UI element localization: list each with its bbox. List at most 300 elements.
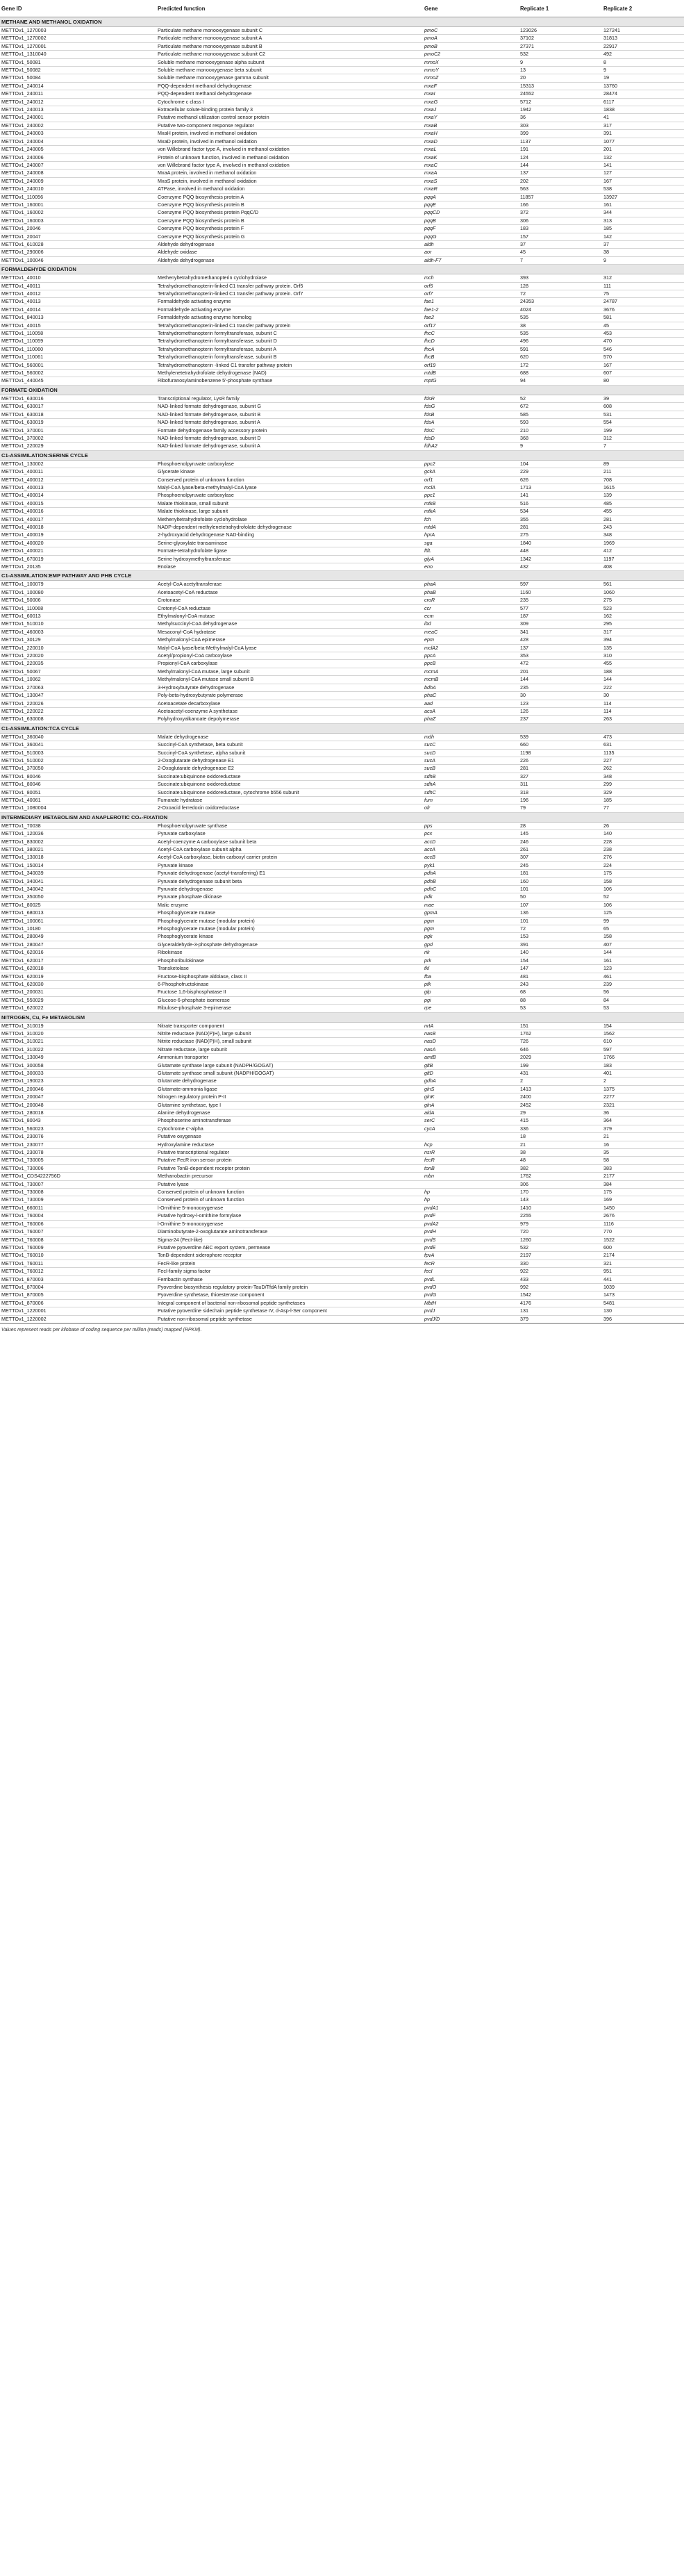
gene-id-cell: METTOv1_100079 [0,581,156,588]
table-row [0,460,684,468]
gene-id-cell: METTOv1_240011 [0,90,156,98]
replicate-1-cell: 726 [519,1038,602,1046]
table-row [0,636,684,644]
gene-cell: gltD [423,1069,519,1077]
replicate-2-cell: 243 [602,523,684,531]
table-row [0,361,684,369]
gene-id-cell: METTOv1_360041 [0,741,156,749]
gene-id-cell: METTOv1_190023 [0,1078,156,1085]
table-row [0,838,684,845]
gene-cell: mbn [423,1173,519,1180]
header-replicate-1: Replicate 1 [519,0,602,17]
section-header-row [0,571,684,581]
gene-id-cell: METTOv1_20047 [0,233,156,240]
gene-id-cell: METTOv1_310022 [0,1046,156,1053]
replicate-2-cell: 597 [602,1046,684,1053]
function-cell: Nitrate reductase, large subunit [156,1046,423,1053]
gene-id-cell: METTOv1_240010 [0,185,156,193]
replicate-2-cell: 3676 [602,306,684,313]
gene-cell: accB [423,854,519,861]
replicate-1-cell: 37 [519,240,602,248]
gene-id-cell: METTOv1_340039 [0,870,156,877]
function-cell: Particulate methane monooxygenase subunit C [156,27,423,35]
table-row [0,1093,684,1101]
replicate-1-cell: 318 [519,789,602,796]
function-cell: Phosphoglycerate mutase [156,909,423,917]
gene-cell: pgk [423,933,519,941]
replicate-1-cell: 196 [519,796,602,804]
replicate-1-cell: 516 [519,499,602,507]
gene-id-cell: METTOv1_870004 [0,1283,156,1291]
replicate-2-cell: 364 [602,1117,684,1125]
gene-cell: pvdA1 [423,1204,519,1212]
replicate-2-cell: 329 [602,789,684,796]
replicate-1-cell: 235 [519,597,602,604]
replicate-2-cell: 2174 [602,1252,684,1260]
replicate-1-cell: 160 [519,877,602,885]
section-title: FORMALDEHYDE OXIDATION [0,265,684,274]
gene-cell: phaC [423,692,519,700]
gene-id-cell: METTOv1_760009 [0,1244,156,1251]
table-row [0,684,684,691]
gene-cell [423,1180,519,1188]
replicate-2-cell: 379 [602,1125,684,1132]
section-header-row [0,723,684,733]
gene-id-cell: METTOv1_50082 [0,67,156,74]
function-cell: Formate dehydrogenase family accessory protein [156,427,423,434]
replicate-2-cell: 1197 [602,555,684,563]
replicate-2-cell: 13760 [602,82,684,90]
replicate-2-cell: 89 [602,460,684,468]
function-cell: Succinyl-CoA synthetase, beta subunit [156,741,423,749]
replicate-2-cell: 317 [602,122,684,129]
gene-cell: ppc1 [423,492,519,499]
gene-cell: gdhA [423,1078,519,1085]
function-cell: Glutamate dehydrogenase [156,1078,423,1085]
table-row [0,1078,684,1085]
gene-id-cell: METTOv1_230077 [0,1141,156,1148]
table-row [0,1141,684,1148]
gene-id-cell: METTOv1_20135 [0,563,156,571]
replicate-1-cell: 532 [519,1244,602,1251]
gene-cell: orf19 [423,361,519,369]
table-row [0,67,684,74]
gene-id-cell: METTOv1_630018 [0,411,156,418]
gene-cell: mxaA [423,170,519,177]
replicate-1-cell: 532 [519,51,602,58]
replicate-1-cell: 534 [519,508,602,515]
replicate-1-cell: 415 [519,1117,602,1125]
gene-id-cell: METTOv1_200031 [0,989,156,996]
gene-cell: pvdF [423,1212,519,1220]
gene-id-cell: METTOv1_400012 [0,476,156,484]
function-cell: Tetrahydromethanopterin formyltransferase, subunit A [156,345,423,353]
gene-cell: mmoZ [423,74,519,82]
replicate-1-cell: 128 [519,282,602,290]
function-cell: Phosphoribulokinase [156,957,423,964]
replicate-2-cell: 39 [602,395,684,402]
replicate-1-cell: 432 [519,563,602,571]
replicate-1-cell: 1160 [519,588,602,596]
table-row [0,846,684,854]
replicate-2-cell: 99 [602,917,684,925]
gene-cell: mtdA [423,523,519,531]
table-row [0,996,684,1004]
gene-cell: mmoY [423,67,519,74]
gene-id-cell: METTOv1_310021 [0,1038,156,1046]
gene-cell: meaC [423,628,519,636]
function-cell: l-Ornithine 5-monooxygenase [156,1220,423,1228]
replicate-2-cell: 144 [602,676,684,684]
replicate-2-cell: 348 [602,773,684,780]
table-row [0,965,684,973]
gene-cell: fecI [423,1268,519,1275]
function-cell: Methanobactin precursor [156,1173,423,1180]
function-cell: Coenzyme PQQ biosynthesis protein B [156,217,423,224]
table-row [0,741,684,749]
gene-cell: mxaB [423,122,519,129]
gene-cell: ppc2 [423,460,519,468]
replicate-1-cell: 154 [519,957,602,964]
function-cell: Acetyl-CoA carboxylase, biotin carboxyl carrier protein [156,854,423,861]
gene-id-cell: METTOv1_40014 [0,306,156,313]
replicate-1-cell: 1840 [519,539,602,547]
gene-cell: gltB [423,1062,519,1069]
gene-cell: pgi [423,996,519,1004]
replicate-1-cell: 481 [519,973,602,980]
replicate-2-cell: 295 [602,620,684,628]
replicate-2-cell: 36 [602,1109,684,1117]
function-cell: Nitrite reductase (NAD(P)H), small subunit [156,1038,423,1046]
function-cell: Succinate:ubiquinone oxidoreductase [156,781,423,789]
function-cell: Acetoacetate decarboxylase [156,700,423,707]
function-cell: NAD-linked formate dehydrogenase, subunit D [156,434,423,442]
replicate-1-cell: 431 [519,1069,602,1077]
gene-cell: fecR [423,1157,519,1164]
replicate-1-cell: 36 [519,114,602,122]
replicate-2-cell: 30 [602,692,684,700]
gene-id-cell: METTOv1_240013 [0,106,156,114]
replicate-1-cell: 303 [519,122,602,129]
function-cell: Malic enzyme [156,901,423,909]
table-row [0,345,684,353]
gene-cell: pdk [423,893,519,901]
replicate-1-cell: 372 [519,209,602,217]
gene-cell: ofr [423,804,519,812]
replicate-2-cell: 188 [602,668,684,675]
gene-cell: mcmB [423,676,519,684]
table-row [0,492,684,499]
function-cell: Formaldehyde activating enzyme homolog [156,314,423,322]
replicate-2-cell: 77 [602,804,684,812]
replicate-2-cell: 344 [602,209,684,217]
table-row [0,256,684,264]
table-row [0,989,684,996]
gene-id-cell: METTOv1_100046 [0,256,156,264]
replicate-2-cell: 384 [602,1180,684,1188]
function-cell: Formaldehyde activating enzyme [156,306,423,313]
table-row [0,1260,684,1267]
gene-id-cell: METTOv1_620017 [0,957,156,964]
gene-id-cell: METTOv1_630017 [0,403,156,411]
gene-cell: glp [423,989,519,996]
gene-cell: mxaR [423,185,519,193]
replicate-2-cell: 167 [602,177,684,185]
function-cell: Formate-tetrahydrofolate ligase [156,547,423,555]
replicate-2-cell: 158 [602,933,684,941]
replicate-2-cell: 312 [602,434,684,442]
replicate-2-cell: 383 [602,1164,684,1172]
gene-cell: fae1-2 [423,306,519,313]
gene-cell: ppcA [423,652,519,660]
gene-cell: fdsA [423,419,519,427]
function-cell: Pyruvate kinase [156,861,423,869]
table-row [0,1133,684,1141]
table-row [0,973,684,980]
gene-cell: phaB [423,588,519,596]
replicate-2-cell: 470 [602,338,684,345]
replicate-2-cell: 396 [602,1315,684,1323]
replicate-2-cell: 1039 [602,1283,684,1291]
table-row [0,980,684,988]
replicate-1-cell: 202 [519,177,602,185]
replicate-2-cell: 35 [602,1149,684,1157]
gene-cell: glnK [423,1093,519,1101]
table-row [0,765,684,773]
gene-id-cell: METTOv1_730006 [0,1164,156,1172]
table-row [0,35,684,42]
function-cell: Glutamate-ammonia ligase [156,1085,423,1093]
gene-id-cell: METTOv1_220026 [0,700,156,707]
function-cell: Putative hydroxy-l-ornithine formylase [156,1212,423,1220]
table-row [0,563,684,571]
function-cell: Tetrahydromethanopterin -linked C1 transfer pathway protein [156,361,423,369]
function-cell: Aldehyde oxidase [156,249,423,256]
gene-id-cell: METTOv1_510003 [0,749,156,757]
replicate-2-cell: 770 [602,1228,684,1236]
replicate-1-cell: 1762 [519,1030,602,1037]
function-cell: von Willebrand factor type A, involved in methanol oxidation [156,161,423,169]
table-row [0,1085,684,1093]
table-row [0,830,684,838]
table-row [0,1299,684,1307]
table-row [0,773,684,780]
gene-id-cell: METTOv1_280018 [0,1109,156,1117]
table-row [0,42,684,50]
gene-id-cell: METTOv1_400011 [0,468,156,476]
section-title: NITROGEN, Cu, Fe METABOLISM [0,1012,684,1022]
gene-id-cell: METTOv1_130049 [0,1054,156,1062]
replicate-1-cell: 151 [519,1022,602,1030]
gene-cell: hcp [423,1141,519,1148]
function-cell: Fumarate hydratase [156,796,423,804]
table-row [0,581,684,588]
gene-id-cell: METTOv1_230076 [0,1133,156,1141]
table-row [0,106,684,114]
function-cell: Pyruvate dehydrogenase [156,886,423,893]
gene-id-cell: METTOv1_300033 [0,1069,156,1077]
replicate-1-cell: 2197 [519,1252,602,1260]
replicate-1-cell: 9 [519,443,602,450]
replicate-2-cell: 9 [602,256,684,264]
gene-id-cell: METTOv1_660011 [0,1204,156,1212]
gene-cell: pvdO [423,1283,519,1291]
gene-cell: fba [423,973,519,980]
replicate-1-cell: 382 [519,1164,602,1172]
section-title: C1-ASSIMILATION:SERINE CYCLE [0,450,684,460]
function-cell: Coenzyme PQQ biosynthesis protein A [156,193,423,201]
function-cell: Tetrahydromethanopterin-linked C1 transfer pathway protein [156,322,423,329]
function-cell: Tetrahydromethanopterin formyltransferase, subunit D [156,338,423,345]
gene-cell: hp [423,1196,519,1204]
table-header [0,0,684,17]
table-row [0,707,684,715]
function-cell: Conserved protein of unknown function [156,476,423,484]
gene-cell: mtdB [423,370,519,377]
replicate-1-cell: 1713 [519,484,602,491]
table-row [0,1315,684,1323]
gene-id-cell: METTOv1_400016 [0,508,156,515]
function-cell: Tetrahydromethanopterin formyltransferase, subunit C [156,330,423,338]
replicate-1-cell: 199 [519,1062,602,1069]
table-row [0,434,684,442]
function-cell: Formaldehyde activating enzyme [156,298,423,306]
replicate-1-cell: 166 [519,201,602,208]
gene-id-cell: METTOv1_10062 [0,676,156,684]
replicate-1-cell: 124 [519,154,602,161]
gene-id-cell: METTOv1_270063 [0,684,156,691]
table-row [0,909,684,917]
replicate-2-cell: 600 [602,1244,684,1251]
replicate-1-cell: 243 [519,980,602,988]
gene-id-cell: METTOv1_50006 [0,597,156,604]
function-cell: Fructose 1,6-bisphosphatase II [156,989,423,996]
replicate-1-cell: 2255 [519,1212,602,1220]
section-header-row [0,812,684,822]
replicate-2-cell: 106 [602,901,684,909]
gene-cell: mcmA [423,668,519,675]
replicate-2-cell: 7 [602,443,684,450]
gene-id-cell: METTOv1_730009 [0,1196,156,1204]
replicate-1-cell: 433 [519,1275,602,1283]
gene-cell: pps [423,822,519,829]
replicate-2-cell: 391 [602,130,684,138]
table-row [0,74,684,82]
replicate-2-cell: 114 [602,700,684,707]
replicate-1-cell: 4024 [519,306,602,313]
gene-id-cell: METTOv1_110061 [0,354,156,361]
replicate-2-cell: 52 [602,893,684,901]
function-cell: Particulate methane monooxygenase subunit C2 [156,51,423,58]
gene-id-cell: METTOv1_460003 [0,628,156,636]
replicate-2-cell: 2676 [602,1212,684,1220]
replicate-1-cell: 137 [519,170,602,177]
replicate-2-cell: 2177 [602,1173,684,1180]
replicate-2-cell: 123 [602,965,684,973]
replicate-1-cell: 141 [519,492,602,499]
replicate-2-cell: 211 [602,468,684,476]
function-cell: Malate thiokinase, large subunit [156,508,423,515]
gene-id-cell: METTOv1_760006 [0,1220,156,1228]
function-cell: Pyruvate dehydrogenase (acetyl-transferring) E1 [156,870,423,877]
function-cell: Polyhydroxyalkanoate depolymerase [156,716,423,723]
function-cell: Pyruvate phosphate dikinase [156,893,423,901]
function-cell: Phosphoenolpyruvate carboxylase [156,460,423,468]
function-cell: Putative methanol utilization control sensor protein [156,114,423,122]
replicate-2-cell: 114 [602,707,684,715]
replicate-2-cell: 2 [602,1078,684,1085]
function-cell: Putative oxygenase [156,1133,423,1141]
gene-cell [423,1133,519,1141]
replicate-1-cell: 9 [519,58,602,66]
function-cell: l-Ornithine 5-monooxygenase [156,1204,423,1212]
gene-id-cell: METTOv1_310019 [0,1022,156,1030]
function-cell: Succinyl-CoA synthetase, alpha subunit [156,749,423,757]
replicate-2-cell: 608 [602,403,684,411]
replicate-1-cell: 1260 [519,1236,602,1244]
replicate-2-cell: 401 [602,1069,684,1077]
table-row [0,949,684,957]
table-row [0,1283,684,1291]
function-cell: Ribulose-phosphate 3-epimerase [156,1005,423,1012]
replicate-1-cell: 143 [519,1196,602,1204]
function-cell: Conserved protein of unknown function [156,1189,423,1196]
gene-id-cell: METTOv1_610028 [0,240,156,248]
gene-id-cell: METTOv1_360040 [0,733,156,741]
replicate-2-cell: 228 [602,838,684,845]
gene-id-cell: METTOv1_620022 [0,1005,156,1012]
gene-id-cell: METTOv1_160001 [0,201,156,208]
table-row [0,161,684,169]
table-row [0,201,684,208]
replicate-2-cell: 610 [602,1038,684,1046]
gene-id-cell: METTOv1_310020 [0,1030,156,1037]
table-row [0,547,684,555]
table-row [0,1164,684,1172]
table-row [0,1022,684,1030]
replicate-1-cell: 922 [519,1268,602,1275]
function-cell: TonB-dependent siderophore receptor [156,1252,423,1260]
replicate-2-cell: 56 [602,989,684,996]
function-cell: MxaH protein, involved in methanol oxidation [156,130,423,138]
gene-cell: mclA [423,484,519,491]
replicate-2-cell: 1135 [602,749,684,757]
replicate-2-cell: 38 [602,249,684,256]
gene-id-cell: METTOv1_440045 [0,377,156,385]
table-row [0,676,684,684]
gene-cell: glnA [423,1101,519,1109]
function-cell: Putative non-ribosomal peptide synthetase [156,1315,423,1323]
replicate-1-cell: 50 [519,893,602,901]
replicate-1-cell: 2452 [519,1101,602,1109]
replicate-1-cell: 153 [519,933,602,941]
table-row [0,917,684,925]
table-row [0,796,684,804]
table-row [0,597,684,604]
replicate-2-cell: 22917 [602,42,684,50]
gene-cell: croR [423,597,519,604]
table-row [0,1117,684,1125]
replicate-2-cell: 1450 [602,1204,684,1212]
replicate-1-cell: 72 [519,290,602,298]
gene-cell: mxaG [423,98,519,106]
gene-cell: nasD [423,1038,519,1046]
replicate-2-cell: 1562 [602,1030,684,1037]
gene-cell: pqqF [423,225,519,233]
gene-cell: rpe [423,1005,519,1012]
gene-cell: hprA [423,531,519,539]
gene-cell: mxaL [423,146,519,154]
